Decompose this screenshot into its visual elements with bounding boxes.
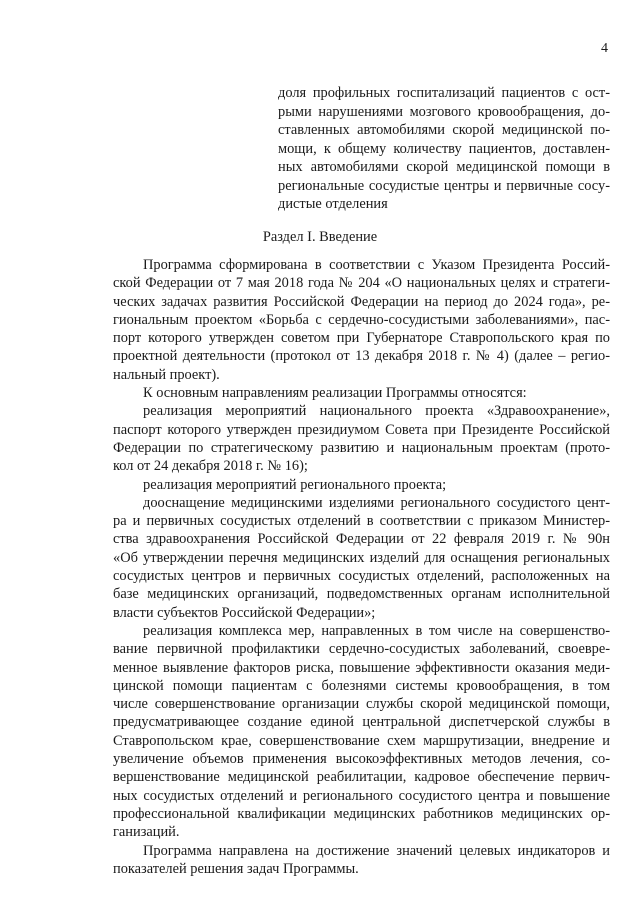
indicator-line: ных автомобилями скорой медицинской помощи в [278,159,610,175]
body-line: реализация мероприятий национального проекта «Здравоохранение», [143,403,610,420]
body-line: ра и первичных сосудистых отделений в соответствии с приказом Министер- [113,513,610,530]
body-line: паспорт которого утвержден президиумом Совета при Президенте Российской [113,421,610,438]
body-line: вание первичной профилактики сердечно-сосудистых заболеваний, своевре- [113,641,610,658]
section-title: Раздел I. Введение [262,229,378,245]
body-line: кол от 24 декабря 2018 г. № 16); [113,458,308,475]
body-line: профессиональной квалификации медицинских работников медицинских ор- [113,805,610,822]
body-line: Программа сформирована в соответствии с Указом Президента Россий- [143,257,610,273]
body-line: Программа направлена на достижение значений целевых индикаторов и [143,842,610,859]
body-line: увеличение объемов применения высокоэффективных методов лечения, со- [113,751,610,768]
body-line: показателей решения задач Программы. [113,860,359,877]
page-number: 4 [601,41,608,56]
body-line: проектной деятельности (протокол от 13 декабря 2018 г. № 4) (далее – регио- [113,348,610,365]
body-line: ства здравоохранения Российской Федерации от 22 февраля 2019 г. № 90н [113,531,610,548]
body-line: Ставропольском крае, совершенствование схем маршрутизации, внедрение и [113,732,610,749]
body-line: К основным направлениям реализации Программы относятся: [143,385,527,402]
indicator-description [278,84,610,214]
indicator-line: мощи, к общему количеству пациентов, доставлен- [278,140,610,157]
body-line: «Об утверждении перечня медицинских изделий для оснащения региональных [113,549,610,566]
body-line: сосудистых центров и первичных сосудистых отделений, расположенных на [113,568,610,585]
body-line: числе совершенствование организации службы скорой медицинской помощи, [113,696,610,713]
body-line: гиональным проектом «Борьба с сердечно-сосудистыми заболеваниями», пас- [113,311,610,328]
indicator-line: рыми нарушениями мозгового кровообращения, до- [278,103,610,120]
body-line: вершенствование медицинской реабилитации, кадровое обеспечение первич- [113,769,610,786]
indicator-line: ставленных автомобилями скорой медицинской по- [278,122,610,138]
indicator-line: доля профильных госпитализаций пациентов с ост- [278,85,610,101]
body-line: дооснащение медицинскими изделиями регионального сосудистого цент- [143,494,610,511]
indicator-line: дистые отделения [278,196,388,212]
body-text [113,256,610,878]
body-line: власти субъектов Российской Федерации»; [113,604,376,621]
body-line: порт которого утвержден советом при Губернаторе Ставропольского края по [113,330,610,347]
body-line: менное выявление факторов риска, повышение эффективности оказания меди- [113,659,610,676]
body-line: ганизаций. [113,824,180,841]
body-line: реализация мероприятий регионального проекта; [143,476,447,493]
indicator-line: региональные сосудистые центры и первичные сосу- [278,177,610,194]
body-line: ных сосудистых отделений и регионального сосудистого центра и повышение [113,787,610,804]
body-line: нальный проект). [113,366,220,383]
body-line: ческих задачах развития Российской Федерации на период до 2024 года», ре- [113,293,610,310]
body-line: предусматривающее создание единой центральной диспетчерской службы в [113,714,610,731]
body-line: цинской помощи пациентам с болезнями системы кровообращения, в том [113,677,610,694]
body-line: Федерации по стратегическому развитию и национальным проектам (прото- [113,439,610,456]
body-line: реализация комплекса мер, направленных в том числе на совершенство- [143,622,610,639]
body-line: ской Федерации от 7 мая 2018 года № 204 «О национальных целях и стратеги- [113,275,610,292]
body-line: базе медицинских организаций, подведомственных органам исполнительной [113,586,610,603]
